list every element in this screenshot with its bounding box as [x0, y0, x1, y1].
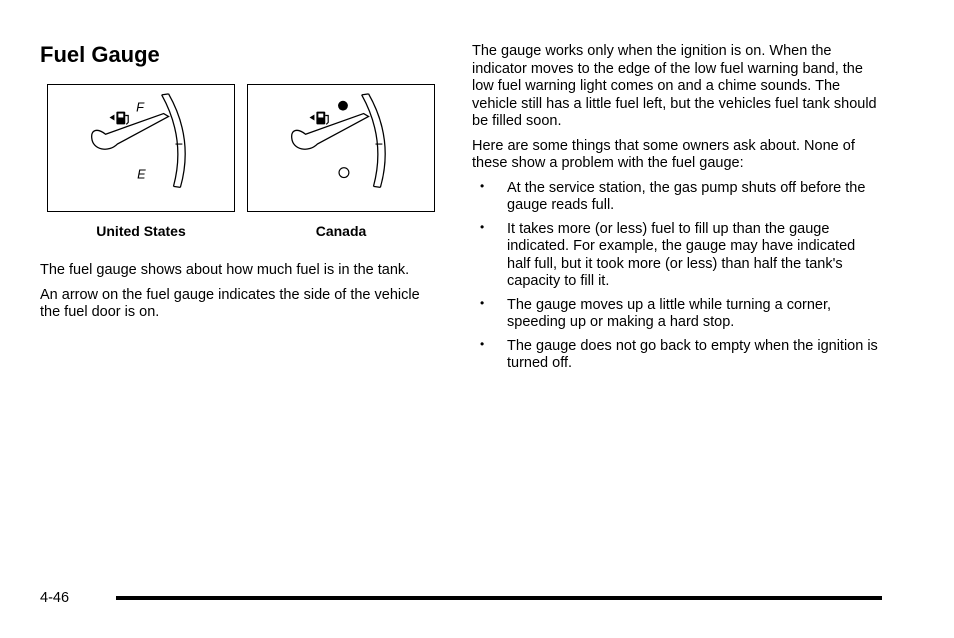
paragraph: An arrow on the fuel gauge indicates the side of the vehicle the fuel door is on.	[40, 286, 420, 320]
list-item-text: The gauge moves up a little while turning a corner, speeding up or making a hard stop.	[507, 296, 832, 330]
list-item	[472, 338, 882, 373]
list-item	[472, 297, 882, 332]
gauge-needle	[292, 114, 369, 150]
bullet-icon: •	[480, 295, 485, 310]
full-circle-icon	[338, 101, 348, 111]
paragraph: Here are some things that some owners ask about. None of these show a problem with the fuel gauge:	[472, 137, 855, 171]
fuel-gauge-figure-canada	[247, 84, 435, 212]
page-number: 4-46	[40, 590, 70, 606]
bullet-icon: •	[480, 178, 485, 193]
fuel-pump-icon	[316, 112, 328, 125]
paragraph: The fuel gauge shows about how much fuel is in the tank.	[40, 262, 410, 278]
list-item	[472, 221, 882, 291]
fuel-pump-icon	[116, 112, 128, 125]
list-item	[472, 180, 882, 215]
right-column-text	[472, 43, 882, 379]
list-item-text: At the service station, the gas pump shuts off before the gauge reads full.	[507, 179, 866, 213]
paragraph: The gauge works only when the ignition is on. When the indicator moves to the edge of the low fuel warning band, the low fuel warning light comes on and a chime sounds. The vehicle still has a little fuel left, but the vehicles fuel tank should be filled soon.	[472, 43, 877, 129]
bullet-icon: •	[480, 336, 485, 351]
figure-caption-us: United States	[96, 223, 186, 239]
fuel-gauge-figure-us	[47, 84, 235, 212]
list-item-text: The gauge does not go back to empty when the ignition is turned off.	[507, 337, 878, 371]
empty-circle-icon	[339, 168, 349, 178]
left-column-text	[40, 262, 420, 329]
bullet-icon: •	[480, 219, 485, 234]
footer-rule	[116, 596, 882, 600]
full-mark: F	[136, 99, 144, 115]
empty-mark: E	[137, 166, 146, 182]
figure-caption-canada: Canada	[315, 223, 367, 239]
arrow-left-icon	[310, 115, 315, 121]
fuel-gauge-us-illustration	[48, 85, 234, 211]
page-title: Fuel Gauge	[40, 42, 160, 67]
bullet-list	[472, 180, 882, 373]
gauge-needle	[92, 114, 169, 150]
list-item-text: It takes more (or less) fuel to fill up than the gauge indicated. For example, the gauge may have indicated half full, but it took more (or less) than half the tank's capacity to fill it.	[507, 220, 856, 289]
fuel-gauge-canada-illustration	[248, 85, 434, 211]
arrow-left-icon	[110, 115, 115, 121]
